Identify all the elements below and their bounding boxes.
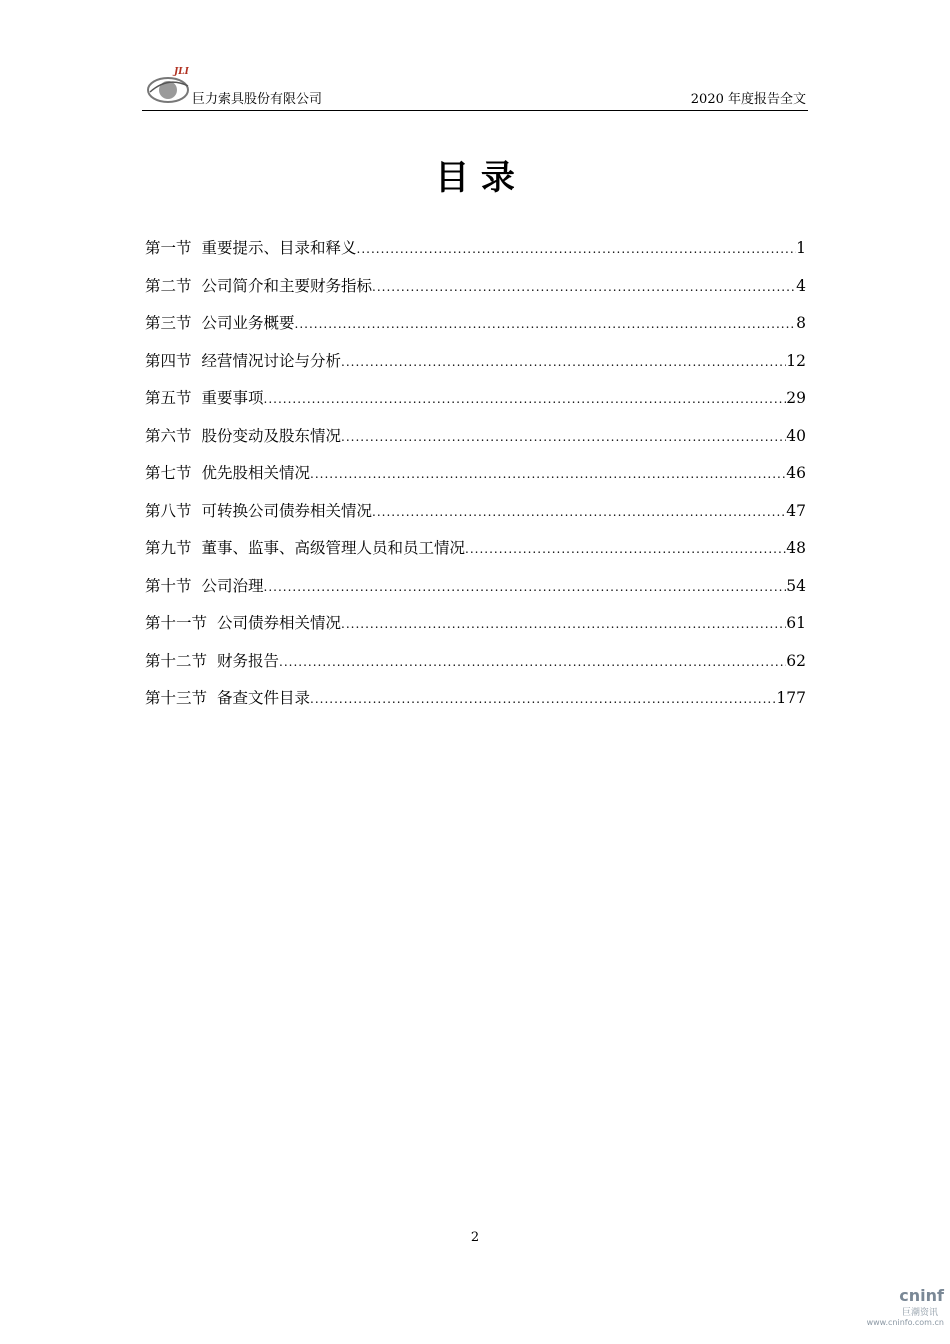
- page-number: 2: [470, 1230, 480, 1245]
- toc-leader-dots: [264, 381, 787, 419]
- toc-section-title: 经营情况讨论与分析: [201, 351, 342, 370]
- toc-entry[interactable]: [145, 230, 806, 268]
- toc-section-title: 财务报告: [217, 651, 280, 670]
- toc-section-title: 重要提示、目录和释义: [201, 239, 357, 257]
- toc-section-number: 第十一节: [145, 614, 208, 632]
- toc-section-title: 公司业务概要: [201, 314, 295, 332]
- toc-section-number: 第一节: [145, 239, 192, 257]
- watermark-cn: 巨潮资讯: [901, 1308, 938, 1318]
- toc-leader-dots: [372, 494, 786, 532]
- toc-page-number: 48: [786, 539, 806, 557]
- toc-page-number: 62: [786, 651, 806, 670]
- toc-section-title: 公司治理: [201, 576, 264, 595]
- toc-leader-dots: [310, 456, 786, 494]
- toc-page-number: 54: [786, 576, 806, 595]
- toc-leader-dots: [341, 606, 786, 644]
- toc-section-number: 第二节: [145, 276, 192, 295]
- toc-leader-dots: [465, 531, 786, 569]
- watermark-url: www.cninfo.com.cn: [866, 1318, 944, 1327]
- page-header: [142, 60, 808, 111]
- toc-section-number: 第四节: [145, 351, 192, 370]
- toc-section-number: 第九节: [145, 539, 192, 557]
- toc-page-number: 8: [796, 314, 806, 332]
- toc-entry[interactable]: [145, 493, 806, 531]
- toc-leader-dots: [357, 231, 797, 269]
- toc-leader-dots: [341, 419, 786, 457]
- toc-entry[interactable]: [145, 380, 806, 418]
- toc-page-number: 40: [786, 426, 806, 445]
- toc-page-number: 47: [786, 501, 806, 520]
- toc-page-number: 1: [796, 239, 806, 257]
- toc-entry[interactable]: [145, 568, 806, 606]
- toc-entry[interactable]: [145, 305, 806, 343]
- toc-page-number: 4: [796, 276, 806, 295]
- toc-section-number: 第十二节: [145, 651, 208, 670]
- toc-section-title: 优先股相关情况: [201, 464, 311, 482]
- cninfo-watermark: [860, 1286, 944, 1334]
- toc-entry[interactable]: [145, 455, 806, 493]
- toc-section-title: 董事、监事、高级管理人员和员工情况: [201, 539, 466, 557]
- toc-section-number: 第三节: [145, 314, 192, 332]
- toc-entry[interactable]: [145, 343, 806, 381]
- toc-section-title: 公司简介和主要财务指标: [201, 276, 373, 295]
- toc-page-number: 61: [786, 614, 806, 632]
- toc-entry[interactable]: [145, 605, 806, 643]
- toc-leader-dots: [310, 681, 776, 719]
- toc-leader-dots: [264, 569, 787, 607]
- company-logo: [144, 62, 196, 106]
- toc-page-number: 177: [776, 689, 806, 707]
- toc-section-number: 第六节: [145, 426, 192, 445]
- logo-text: JLI: [174, 67, 189, 77]
- report-title: 2020 年度报告全文: [690, 92, 806, 107]
- toc-leader-dots: [279, 644, 786, 682]
- toc-leader-dots: [295, 306, 797, 344]
- toc-entry[interactable]: [145, 643, 806, 681]
- toc-section-title: 可转换公司债券相关情况: [201, 501, 373, 520]
- toc-section-number: 第十节: [145, 576, 192, 595]
- toc-section-title: 重要事项: [201, 389, 264, 407]
- toc-leader-dots: [372, 269, 796, 307]
- toc-section-number: 第七节: [145, 464, 192, 482]
- toc-section-number: 第十三节: [145, 689, 208, 707]
- toc-section-number: 第五节: [145, 389, 192, 407]
- toc-page-number: 12: [786, 351, 806, 370]
- toc-title: 目 录: [435, 158, 515, 198]
- toc-leader-dots: [341, 344, 786, 382]
- toc-section-title: 股份变动及股东情况: [201, 426, 342, 445]
- toc-section-number: 第八节: [145, 501, 192, 520]
- table-of-contents: [145, 230, 806, 718]
- toc-entry[interactable]: [145, 680, 806, 718]
- toc-section-title: 备查文件目录: [217, 689, 311, 707]
- toc-page-number: 46: [786, 464, 806, 482]
- toc-section-title: 公司债券相关情况: [217, 614, 342, 632]
- toc-page-number: 29: [786, 389, 806, 407]
- toc-entry[interactable]: [145, 530, 806, 568]
- toc-entry[interactable]: [145, 268, 806, 306]
- watermark-brand: cninf: [899, 1286, 944, 1305]
- company-name: 巨力索具股份有限公司: [192, 92, 323, 107]
- toc-entry[interactable]: [145, 418, 806, 456]
